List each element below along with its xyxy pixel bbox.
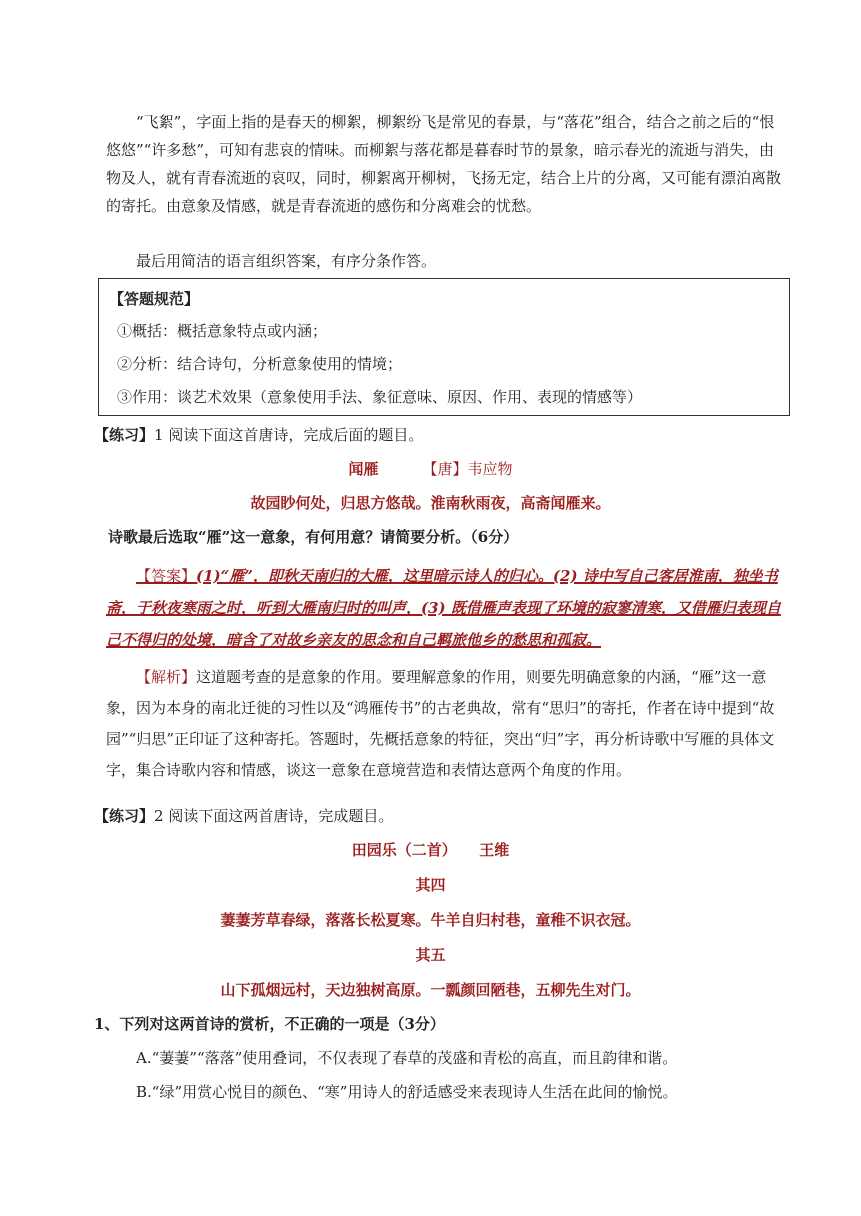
option-a: A.“萋萋”“落落”使用叠词，不仅表现了春草的茂盛和青松的高直，而且韵律和谐。	[136, 1049, 678, 1067]
analysis-label: 【解析】	[136, 668, 197, 686]
paragraph-answer-tip: 最后用简洁的语言组织答案，有序分条作答。	[136, 252, 437, 270]
exercise-1-question: 诗歌最后选取“雁”这一意象，有何用意？请简要分析。（6分）	[108, 528, 519, 546]
paragraph-feixu: “飞絮”，字面上指的是春天的柳絮，柳絮纷飞是常见的春景，与“落花”组合，结合之前之后的“恨悠悠”“许多愁”，可知有悲哀的情味。而柳絮与落花都是暮春时节的景象，暗示春光的流逝与消失，由物及人，就有青春流逝的哀叹，同时，柳絮离开柳树，飞扬无定，结合上片的分离，又可能有漂泊离散的寄托。由意象及情感，就是青春流逝的感伤和分离难会的忧愁。	[106, 113, 782, 215]
exercise-1-heading	[94, 425, 423, 445]
poem-1-title: 闻雁	[348, 460, 379, 478]
poem-1-header	[0, 459, 861, 479]
answer-label: 【答案】	[136, 567, 197, 585]
box-item-1: ①概括：概括意象特点或内涵；	[117, 322, 328, 340]
exercise-1-text: 1 阅读下面这首唐诗，完成后面的题目。	[154, 426, 424, 444]
box-title: 【答题规范】	[109, 290, 200, 308]
poem-2-sub-4: 其四	[415, 876, 446, 894]
exercise-1-label: 【练习】	[94, 426, 155, 444]
option-b: B.“绿”用赏心悦目的颜色、“寒”用诗人的舒适感受来表现诗人生活在此间的愉悦。	[136, 1083, 678, 1101]
poem-1-author: 【唐】韦应物	[422, 460, 513, 478]
analysis-text: 这道题考查的是意象的作用。要理解意象的作用，则要先明确意象的内涵，“雁”这一意象，因为本身的南北迁徙的习性以及“鸿雁传书”的古老典故，常有“思归”的寄托，作者在诗中提到“故园”“归思”正印证了这种寄托。答题时，先概括意象的特征，突出“归”字，再分析诗歌中写雁的具体文字，集合诗歌内容和情感，谈这一意象在意境营造和表情达意两个角度的作用。	[106, 668, 775, 779]
poem-1-lines: 故园眇何处，归思方悠哉。淮南秋雨夜，高斋闻雁来。	[250, 494, 611, 512]
exercise-1-analysis	[106, 662, 786, 786]
exercise-2-text: 2 阅读下面这两首唐诗，完成题目。	[154, 807, 394, 825]
exercise-2-label: 【练习】	[94, 807, 155, 825]
poem-2-lines-5: 山下孤烟远村，天边独树高原。一瓢颜回陋巷，五柳先生对门。	[220, 981, 641, 999]
answer-norms-box	[98, 278, 790, 416]
box-item-3: ③作用：谈艺术效果（意象使用手法、象征意味、原因、作用、表现的情感等）	[117, 388, 643, 406]
exercise-1-answer	[106, 560, 786, 656]
answer-text: (1)“雁”，即秋天南归的大雁，这里暗示诗人的归心。(2) 诗中写自己客居淮南，独坐书斋，于秋夜寒雨之时，听到大雁南归时的叫声，(3) 既借雁声表现了环境的寂寥清寒，又借雁归表现自己不得归的处境，暗含了对故乡亲友的思念和自己羁旅他乡的愁思和孤寂。	[106, 567, 781, 649]
exercise-2-question: 1、下列对这两首诗的赏析，不正确的一项是（3分）	[94, 1015, 445, 1033]
poem-2-lines-4: 萋萋芳草春绿，落落长松夏寒。牛羊自归村巷，童稚不识衣冠。	[220, 911, 641, 929]
exercise-2-heading	[94, 806, 393, 826]
poem-2-title: 田园乐（二首） 王维	[351, 841, 510, 859]
poem-2-sub-5: 其五	[415, 946, 446, 964]
box-item-2: ②分析：结合诗句，分析意象使用的情境；	[117, 355, 403, 373]
